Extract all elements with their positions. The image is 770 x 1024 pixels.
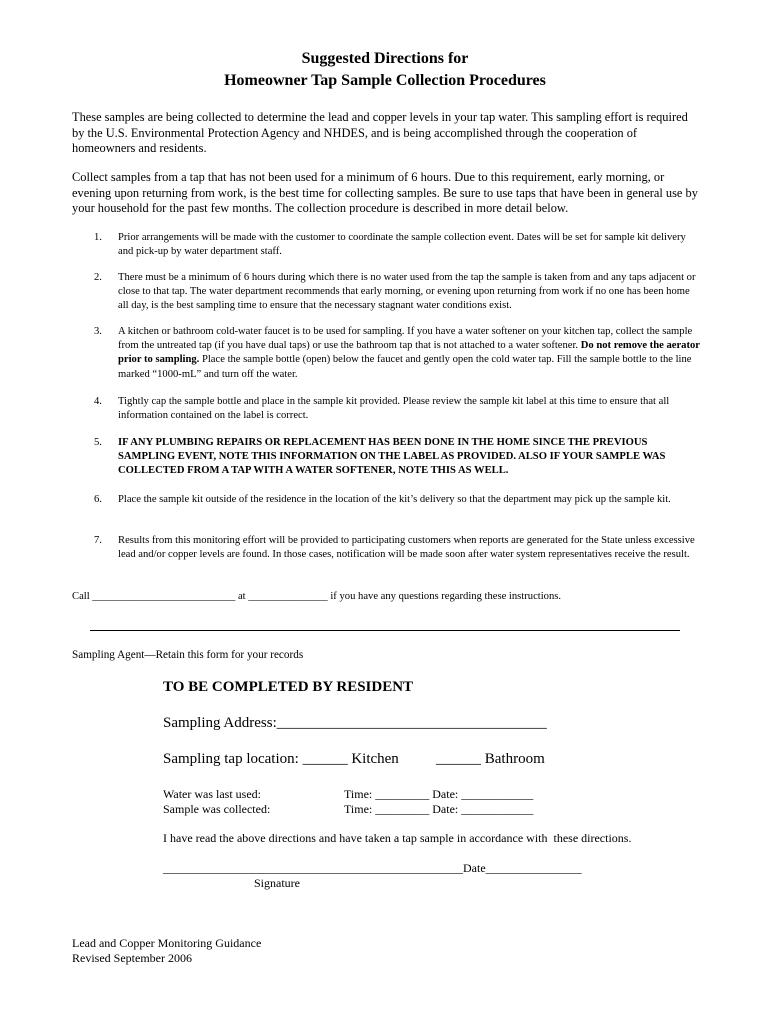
tap-location-bathroom-field[interactable]: ______ Bathroom: [436, 751, 545, 767]
title-line-2: Homeowner Tap Sample Collection Procedures: [224, 72, 546, 89]
collected-label: Sample was collected:: [163, 802, 271, 816]
sampling-address-field[interactable]: Sampling Address:____________________________________: [163, 715, 547, 731]
step-text: Prior arrangements will be made with the customer to coordinate the sample collection event. Dates will be set for sample kit delivery and pick-up by water department staff.: [118, 232, 686, 258]
step-text: Tightly cap the sample bottle and place in the sample kit provided. Please review the sample kit label at this time to ensure that all information contained on the label is correct.: [118, 396, 670, 422]
collected-time-date-field[interactable]: Time: _________ Date: ____________: [344, 802, 534, 816]
tap-location-kitchen-field[interactable]: Sampling tap location: ______ Kitchen: [163, 751, 399, 767]
footer-line-2: Revised September 2006: [72, 951, 192, 965]
last-used-time-date-field[interactable]: Time: _________ Date: ____________: [344, 787, 534, 801]
step-number: 3.: [94, 326, 102, 337]
step-text: Results from this monitoring effort will be provided to participating customers when reports are generated for the State unless excessive lead and/or copper levels are found. In those cases, notification will be made soon after water system representatives receive the result.: [118, 535, 695, 561]
step-text: Place the sample kit outside of the residence in the location of the kit’s delivery so that the department may pick up the sample kit.: [118, 494, 671, 505]
certification-statement: I have read the above directions and have taken a tap sample in accordance with these directions.: [163, 831, 632, 845]
step-number: 2.: [94, 272, 102, 283]
call-line: Call ___________________________ at _______________ if you have any questions regarding these instructions.: [72, 591, 562, 602]
step-text: There must be a minimum of 6 hours during which there is no water used from the tap the sample is taken from and any taps adjacent or close to that tap. The water department recommends that early morning, or evening upon returning from work if no one has been home all day, is the best sampling time to ensure that the necessary stagnant water conditions exist.: [118, 272, 696, 312]
title-line-1: Suggested Directions for: [301, 50, 469, 67]
retain-note: Sampling Agent—Retain this form for your records: [72, 649, 304, 661]
step-number: 5.: [94, 437, 102, 448]
step-text-part: A kitchen or bathroom cold-water faucet is to be used for sampling. If you have a water softener on your kitchen tap, collect the sample from the untreated tap (if you have dual taps) or use the bathroom tap that is not attached to a water softener.: [118, 326, 693, 352]
signature-label: Signature: [254, 876, 300, 890]
step-number: 7.: [94, 535, 102, 546]
step-text: IF ANY PLUMBING REPAIRS OR REPLACEMENT HAS BEEN DONE IN THE HOME SINCE THE PREVIOUS SAMPLING EVENT, NOTE THIS INFORMATION ON THE LABEL AS PROVIDED. ALSO IF YOUR SAMPLE WAS COLLECTED FROM A TAP WITH A WATER SOFTENER, NOTE THIS AS WELL.: [118, 437, 666, 477]
step-number: 4.: [94, 396, 102, 407]
signature-date-field[interactable]: __________________________________________________Date________________: [163, 861, 582, 875]
footer-line-1: Lead and Copper Monitoring Guidance: [72, 936, 262, 950]
step-number: 6.: [94, 494, 102, 505]
resident-heading: TO BE COMPLETED BY RESIDENT: [163, 679, 414, 695]
step-number: 1.: [94, 232, 102, 243]
separator-rule: [90, 630, 680, 631]
last-used-label: Water was last used:: [163, 787, 262, 801]
step-text-bold: Do not remove the aerator prior to sampling.: [118, 340, 700, 366]
intro-paragraph-1: These samples are being collected to determine the lead and copper levels in your tap water. This sampling effort is required by the U.S. Environmental Protection Agency and NHDES, and is being accomplished through the cooperation of homeowners and residents.: [72, 110, 688, 156]
step-text: [118, 325, 702, 382]
intro-paragraph-2: Collect samples from a tap that has not been used for a minimum of 6 hours. Due to this requirement, early morning, or evening upon returning from work, is the best time for collecting samples. Be sure to use taps that have been in general use by your household for the past few months. The collection procedure is described in more detail below.: [72, 170, 698, 216]
step-text-part: Place the sample bottle (open) below the faucet and gently open the cold water tap. Fill the sample bottle to the line marked “1000-mL” and turn off the water.: [118, 354, 692, 380]
